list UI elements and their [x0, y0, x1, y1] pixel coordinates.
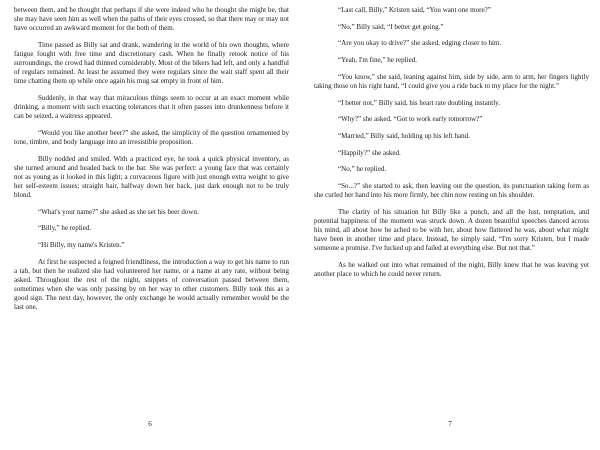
paragraph: between them, and he thought that perhaps if she were indeed who he thought she might be, that she may have seen him as well when the paths of their eyes crossed, so that there may or may not have occurred an awkward moment for the both of them.: [14, 6, 289, 33]
paragraph: Suddenly, in that way that miraculous things seem to occur at an exact moment while drinking, a moment with such exacting tolerances that it often passes into drunkenness before it can be seized, a waitress appeared.: [14, 93, 289, 121]
paragraph: “I better not,” Billy said, his heart rate doubling instantly.: [338, 98, 500, 107]
paragraph: “Yeah, I'm fine,” he replied.: [338, 56, 418, 65]
paragraph: “Last call, Billy,” Kristen said, “You want one more?”: [338, 6, 491, 14]
paragraph: “Why?” she asked, “Got to work early tomorrow?”: [338, 115, 483, 124]
paragraph: “Married,” Billy said, holding up his left hand.: [338, 131, 470, 140]
paragraph: “Happily?” she asked.: [338, 148, 401, 157]
page-number: 7: [448, 420, 452, 428]
paragraph: At first he suspected a feigned friendliness, the introduction a way to get his name to run a tab, but then he realized she had volunteered her name, or a name at any rate, without being asked. Throughout the rest of the night, snippets of conversation passed between them, sometimes when she was only passing by on her way to other customers. Billy took this as a good sign. The next day, however, the only exchange he would actually remember would be the last one.: [14, 257, 289, 312]
right-page: [300, 0, 600, 450]
paragraph: “So...?” she started to ask, then leaving out the question, its punctuation taking form as she curled her hand into his more firmly, her chin now resting on his shoulder.: [314, 181, 589, 200]
paragraph: Time passed as Billy sat and drank, wandering in the world of his own thoughts, where fatigue fought with free time and discretionary cash. When he finally retook notice of his surroundings, the crowd had thinned considerably. Most of the bikers had left, and only a handful of regulars remained. At least he assumed they were regulars since the wait staff spent all their time chatting them up while once again his mug sat empty in front of him.: [14, 40, 289, 86]
paragraph: The clarity of his situation hit Billy like a punch, and all the lust, temptation, and potential happiness of the moment was struck down. A dozen beautiful speeches danced across his mind, all about how he ached to be with her, about how flattered he was, about what might have been in another time and place. Instead, he simply said, “I'm sorry Kristen, but I made someone a promise. I've fucked up and failed at everything else. But not that.”: [314, 207, 589, 253]
page-number: 6: [148, 420, 152, 428]
paragraph: “Would you like another beer?” she asked, the simplicity of the question ornamented by tone, timbre, and body language into an irresistible proposition.: [14, 128, 289, 146]
paragraph: “No,” he replied.: [338, 165, 387, 174]
paragraph: Billy nodded and smiled. With a practiced eye, he took a quick physical inventory, as she turned around and headed back to the bar. She was perfect: a young face that was certainly not as young as it looked in this light; a curvaceous figure with just enough extra weight to give her self-esteem issues; straight hair, halfway down her back, just dark enough not to be truly blond.: [14, 154, 289, 199]
paragraph: “Billy,” he replied.: [38, 224, 92, 233]
left-page-text: [14, 6, 289, 312]
paragraph: “What's your name?” she asked as she set his beer down.: [38, 207, 199, 216]
paragraph: “Are you okay to drive?” she asked, edging closer to him.: [338, 39, 502, 48]
paragraph: As he walked out into what remained of the night, Billy knew that he was leaving yet another place to which he could never return.: [314, 260, 589, 278]
paragraph: “No,” Billy said, “I better get going.”: [338, 22, 444, 31]
right-page-text: [314, 6, 589, 279]
paragraph: “You know,” she said, leaning against him, side by side, arm to arm, her fingers lightly taking those on his right hand, “I could give you a ride back to my place for the night.”: [314, 72, 589, 90]
paragraph: “Hi Billy, my name's Kristen.”: [38, 241, 125, 250]
